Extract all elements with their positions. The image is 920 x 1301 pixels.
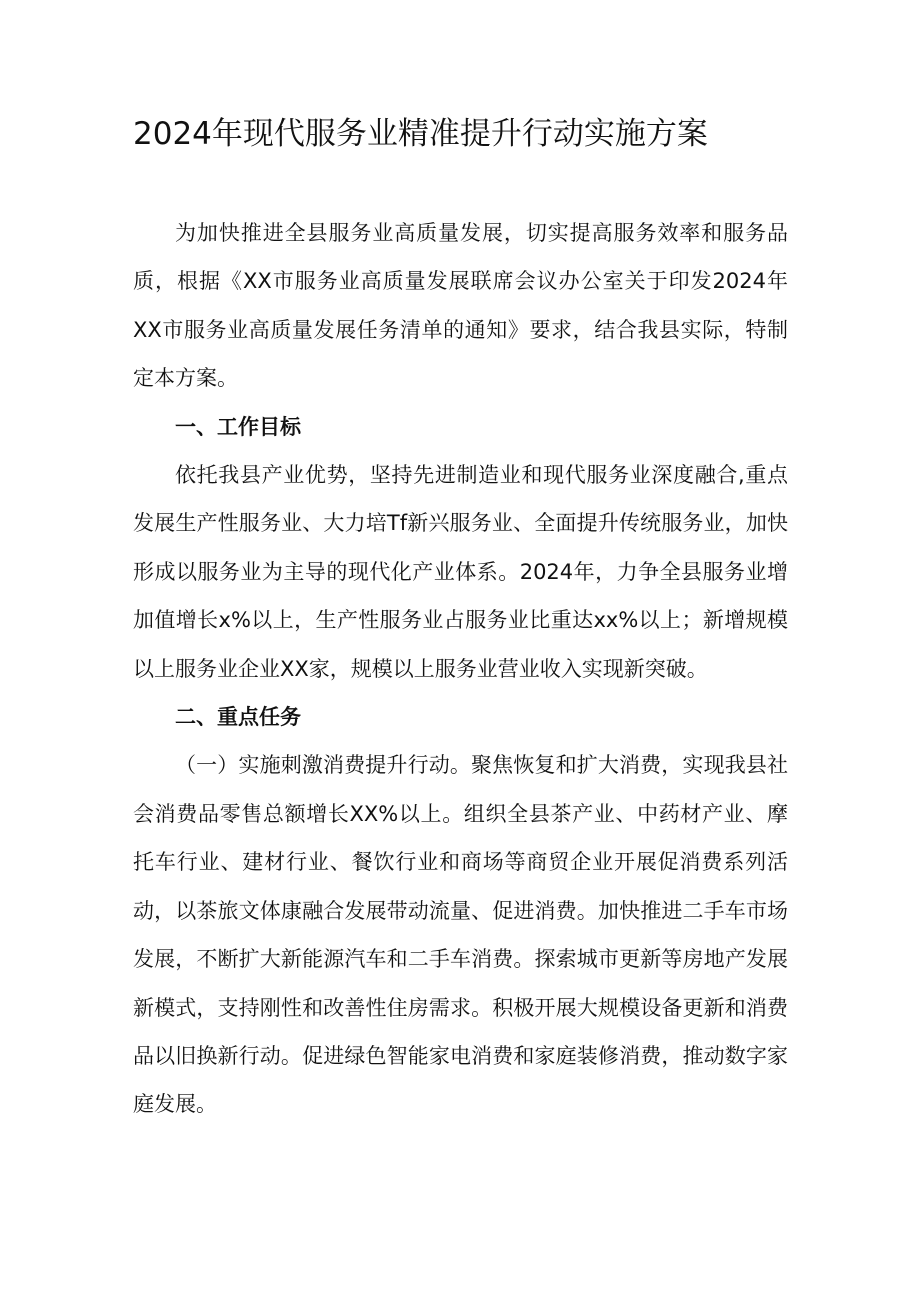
tasks-paragraph: （一）实施刺激消费提升行动。聚焦恢复和扩大消费，实现我县社会消费品零售总额增长XX%以上。组织全县茶产业、中药材产业、摩托车行业、建材行业、餐饮行业和商场等商贸企业开展促消费系列活动，以茶旅文体康融合发展带动流量、促进消费。加快推进二手车市场发展，不断扩大新能源汽车和二手车消费。探索城市更新等房地产发展新模式，支持刚性和改善性住房需求。积极开展大规模设备更新和消费品以旧换新行动。促进绿色智能家电消费和家庭装修消费，推动数字家庭发展。 — [133, 753, 788, 1117]
document-body — [133, 209, 788, 1129]
document-title: 2024年现代服务业精准提升行动实施方案 — [133, 116, 708, 152]
goals-paragraph: 依托我县产业优势，坚持先进制造业和现代服务业深度融合,重点发展生产性服务业、大力培Tf新兴服务业、全面提升传统服务业，加快形成以服务业为主导的现代化产业体系。2024年，力争全县服务业增加值增长x%以上，生产性服务业占服务业比重达xx%以上；新增规模以上服务业企业XX家，规模以上服务业营业收入实现新突破。 — [133, 463, 788, 681]
intro-paragraph: 为加快推进全县服务业高质量发展，切实提高服务效率和服务品质，根据《XX市服务业高质量发展联席会议办公室关于印发2024年XX市服务业高质量发展任务清单的通知》要求，结合我县实际，特制定本方案。 — [133, 221, 788, 391]
section-heading-goals: 一、工作目标 — [175, 414, 301, 439]
section-heading-tasks: 二、重点任务 — [175, 705, 301, 730]
